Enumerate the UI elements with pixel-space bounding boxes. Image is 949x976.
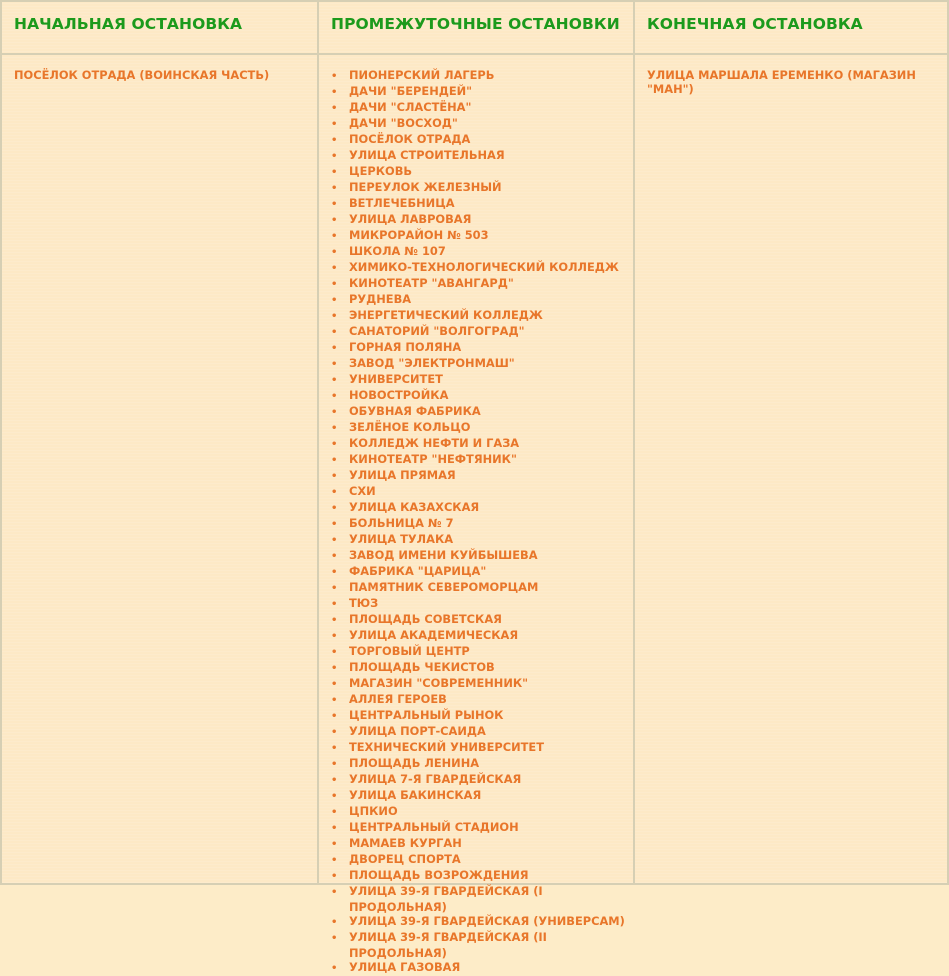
list-item: [331, 420, 625, 436]
bullet-icon: •: [331, 535, 338, 546]
list-item: [331, 884, 625, 914]
stop-name: УЛИЦА 39-Я ГВАРДЕЙСКАЯ (I ПРОДОЛЬНАЯ): [349, 884, 543, 914]
stop-name: ДАЧИ "БЕРЕНДЕЙ": [349, 84, 473, 98]
stop-name: УЛИЦА СТРОИТЕЛЬНАЯ: [349, 148, 505, 162]
list-item: [331, 196, 625, 212]
bullet-icon: •: [331, 583, 338, 594]
stop-name: ОБУВНАЯ ФАБРИКА: [349, 404, 481, 418]
list-item: [331, 516, 625, 532]
bullet-icon: •: [331, 391, 338, 402]
bullet-icon: •: [331, 71, 338, 82]
bullet-icon: •: [331, 151, 338, 162]
bullet-icon: •: [331, 407, 338, 418]
stop-name: ФАБРИКА "ЦАРИЦА": [349, 564, 487, 578]
bullet-icon: •: [331, 711, 338, 722]
stop-name: САНАТОРИЙ "ВОЛГОГРАД": [349, 324, 525, 338]
bullet-icon: •: [331, 423, 338, 434]
stop-name: УЛИЦА 39-Я ГВАРДЕЙСКАЯ (УНИВЕРСАМ): [349, 914, 625, 928]
stop-name: ПИОНЕРСКИЙ ЛАГЕРЬ: [349, 68, 495, 82]
stop-name: АЛЛЕЯ ГЕРОЕВ: [349, 692, 447, 706]
list-item: [331, 356, 625, 372]
bullet-icon: •: [331, 455, 338, 466]
stop-name: ЭНЕРГЕТИЧЕСКИЙ КОЛЛЕДЖ: [349, 308, 543, 322]
bullet-icon: •: [331, 103, 338, 114]
bullet-icon: •: [331, 933, 338, 944]
bullet-icon: •: [331, 855, 338, 866]
bullet-icon: •: [331, 471, 338, 482]
stop-name: УЛИЦА КАЗАХСКАЯ: [349, 500, 480, 514]
list-item: [331, 340, 625, 356]
bullet-icon: •: [331, 311, 338, 322]
stop-name: МИКРОРАЙОН № 503: [349, 228, 489, 242]
list-item: [331, 68, 625, 84]
stop-name: УЛИЦА БАКИНСКАЯ: [349, 788, 482, 802]
bullet-icon: •: [331, 775, 338, 786]
stop-name: БОЛЬНИЦА № 7: [349, 516, 454, 530]
stop-name: ДВОРЕЦ СПОРТА: [349, 852, 461, 866]
list-item: [331, 596, 625, 612]
list-item: [331, 868, 625, 884]
bullet-icon: •: [331, 87, 338, 98]
stop-name: НОВОСТРОЙКА: [349, 388, 449, 402]
list-item: [331, 308, 625, 324]
list-item: [331, 580, 625, 596]
list-item: [331, 500, 625, 516]
list-item: [331, 676, 625, 692]
stop-name: МАГАЗИН "СОВРЕМЕННИК": [349, 676, 529, 690]
stop-name: УЛИЦА ТУЛАКА: [349, 532, 454, 546]
bullet-icon: •: [331, 567, 338, 578]
list-item: [331, 836, 625, 852]
bullet-icon: •: [331, 183, 338, 194]
bullet-icon: •: [331, 135, 338, 146]
stop-name: УЛИЦА ПРЯМАЯ: [349, 468, 456, 482]
bullet-icon: •: [331, 247, 338, 258]
bullet-icon: •: [331, 663, 338, 674]
stop-name: ЦПКИО: [349, 804, 398, 818]
list-item: [331, 708, 625, 724]
list-item: [331, 740, 625, 756]
bullet-icon: •: [331, 679, 338, 690]
list-item: [331, 212, 625, 228]
stop-name: УЛИЦА ЛАВРОВАЯ: [349, 212, 472, 226]
bullet-icon: •: [331, 695, 338, 706]
bullet-icon: •: [331, 823, 338, 834]
bullet-icon: •: [331, 167, 338, 178]
list-item: [331, 228, 625, 244]
stop-name: СХИ: [349, 484, 376, 498]
stop-name: ХИМИКО-ТЕХНОЛОГИЧЕСКИЙ КОЛЛЕДЖ: [349, 260, 619, 274]
start-stop-name: ПОСЁЛОК ОТРАДА (ВОИНСКАЯ ЧАСТЬ): [14, 68, 270, 82]
bullet-icon: •: [331, 359, 338, 370]
bullet-icon: •: [331, 871, 338, 882]
list-item: [331, 180, 625, 196]
stop-name: УЛИЦА АКАДЕМИЧЕСКАЯ: [349, 628, 519, 642]
stop-name: УЛИЦА ПОРТ-САИДА: [349, 724, 486, 738]
header-intermediate-stops: ПРОМЕЖУТОЧНЫЕ ОСТАНОВКИ: [331, 15, 620, 33]
stop-name: ЗАВОД "ЭЛЕКТРОНМАШ": [349, 356, 515, 370]
list-item: [331, 132, 625, 148]
list-item: [331, 820, 625, 836]
bullet-icon: •: [331, 615, 338, 626]
list-item: [331, 532, 625, 548]
stop-name: ТЕХНИЧЕСКИЙ УНИВЕРСИТЕТ: [349, 740, 544, 754]
bullet-icon: •: [331, 375, 338, 386]
bullet-icon: •: [331, 599, 338, 610]
list-item: [331, 148, 625, 164]
list-item: [331, 164, 625, 180]
list-item: [331, 756, 625, 772]
list-item: [331, 914, 625, 930]
list-item: [331, 452, 625, 468]
stop-name: ГОРНАЯ ПОЛЯНА: [349, 340, 462, 354]
bullet-icon: •: [331, 439, 338, 450]
list-item: [331, 644, 625, 660]
stop-name: ПЛОЩАДЬ СОВЕТСКАЯ: [349, 612, 502, 626]
list-item: [331, 100, 625, 116]
bullet-icon: •: [331, 215, 338, 226]
bullet-icon: •: [331, 727, 338, 738]
bullet-icon: •: [331, 119, 338, 130]
list-item: [331, 116, 625, 132]
bullet-icon: •: [331, 295, 338, 306]
stop-name: ПЛОЩАДЬ ВОЗРОЖДЕНИЯ: [349, 868, 529, 882]
list-item: [331, 788, 625, 804]
stop-name: ДАЧИ "ВОСХОД": [349, 116, 458, 130]
list-item: [331, 960, 625, 976]
end-stop-name: УЛИЦА МАРШАЛА ЕРЕМЕНКО (МАГАЗИН "МАН"): [647, 68, 916, 96]
bullet-icon: •: [331, 231, 338, 242]
header-start-stop: НАЧАЛЬНАЯ ОСТАНОВКА: [14, 15, 243, 33]
intermediate-stops-list: [331, 68, 625, 976]
stop-name: УЛИЦА 7-Я ГВАРДЕЙСКАЯ: [349, 772, 522, 786]
list-item: [331, 692, 625, 708]
bullet-icon: •: [331, 647, 338, 658]
bullet-icon: •: [331, 887, 338, 898]
list-item: [331, 84, 625, 100]
start-stop-cell: [2, 55, 317, 82]
list-item: [331, 564, 625, 580]
list-item: [331, 388, 625, 404]
stop-name: КИНОТЕАТР "НЕФТЯНИК": [349, 452, 517, 466]
bullet-icon: •: [331, 963, 338, 974]
bullet-icon: •: [331, 791, 338, 802]
stop-name: ТЮЗ: [349, 596, 379, 610]
list-item: [331, 548, 625, 564]
bullet-icon: •: [331, 327, 338, 338]
column-divider: [633, 2, 635, 883]
stop-name: ДАЧИ "СЛАСТЁНА": [349, 100, 472, 114]
bullet-icon: •: [331, 279, 338, 290]
stop-name: КИНОТЕАТР "АВАНГАРД": [349, 276, 514, 290]
list-item: [331, 276, 625, 292]
bullet-icon: •: [331, 743, 338, 754]
list-item: [331, 324, 625, 340]
bullet-icon: •: [331, 263, 338, 274]
stop-name: ЦЕНТРАЛЬНЫЙ СТАДИОН: [349, 820, 519, 834]
bullet-icon: •: [331, 503, 338, 514]
intermediate-stops-cell: [319, 55, 633, 976]
bullet-icon: •: [331, 759, 338, 770]
stop-name: КОЛЛЕДЖ НЕФТИ И ГАЗА: [349, 436, 520, 450]
stop-name: УЛИЦА 39-Я ГВАРДЕЙСКАЯ (II ПРОДОЛЬНАЯ): [349, 930, 547, 960]
stop-name: ЗАВОД ИМЕНИ КУЙБЫШЕВА: [349, 548, 538, 562]
list-item: [331, 468, 625, 484]
bullet-icon: •: [331, 551, 338, 562]
bullet-icon: •: [331, 343, 338, 354]
stop-name: ПЛОЩАДЬ ЧЕКИСТОВ: [349, 660, 495, 674]
bullet-icon: •: [331, 917, 338, 928]
bullet-icon: •: [331, 519, 338, 530]
stop-name: УЛИЦА ГАЗОВАЯ: [349, 960, 461, 974]
stop-name: ПАМЯТНИК СЕВЕРОМОРЦАМ: [349, 580, 539, 594]
bullet-icon: •: [331, 487, 338, 498]
list-item: [331, 628, 625, 644]
stop-name: МАМАЕВ КУРГАН: [349, 836, 462, 850]
stop-name: УНИВЕРСИТЕТ: [349, 372, 443, 386]
end-stop-cell: [635, 55, 947, 96]
list-item: [331, 260, 625, 276]
list-item: [331, 852, 625, 868]
stop-name: ПОСЁЛОК ОТРАДА: [349, 132, 471, 146]
stop-name: ЦЕРКОВЬ: [349, 164, 413, 178]
bullet-icon: •: [331, 631, 338, 642]
list-item: [331, 724, 625, 740]
list-item: [331, 244, 625, 260]
list-item: [331, 292, 625, 308]
stop-name: ШКОЛА № 107: [349, 244, 446, 258]
stop-name: ТОРГОВЫЙ ЦЕНТР: [349, 644, 470, 658]
bullet-icon: •: [331, 839, 338, 850]
list-item: [331, 484, 625, 500]
stop-name: РУДНЕВА: [349, 292, 412, 306]
stop-name: ВЕТЛЕЧЕБНИЦА: [349, 196, 455, 210]
stop-name: ПЕРЕУЛОК ЖЕЛЕЗНЫЙ: [349, 180, 502, 194]
list-item: [331, 804, 625, 820]
bullet-icon: •: [331, 807, 338, 818]
list-item: [331, 372, 625, 388]
header-end-stop: КОНЕЧНАЯ ОСТАНОВКА: [647, 15, 863, 33]
list-item: [331, 404, 625, 420]
list-item: [331, 930, 625, 960]
bullet-icon: •: [331, 199, 338, 210]
stop-name: ЦЕНТРАЛЬНЫЙ РЫНОК: [349, 708, 504, 722]
list-item: [331, 612, 625, 628]
list-item: [331, 772, 625, 788]
list-item: [331, 436, 625, 452]
stop-name: ПЛОЩАДЬ ЛЕНИНА: [349, 756, 480, 770]
list-item: [331, 660, 625, 676]
stop-name: ЗЕЛЁНОЕ КОЛЬЦО: [349, 420, 471, 434]
